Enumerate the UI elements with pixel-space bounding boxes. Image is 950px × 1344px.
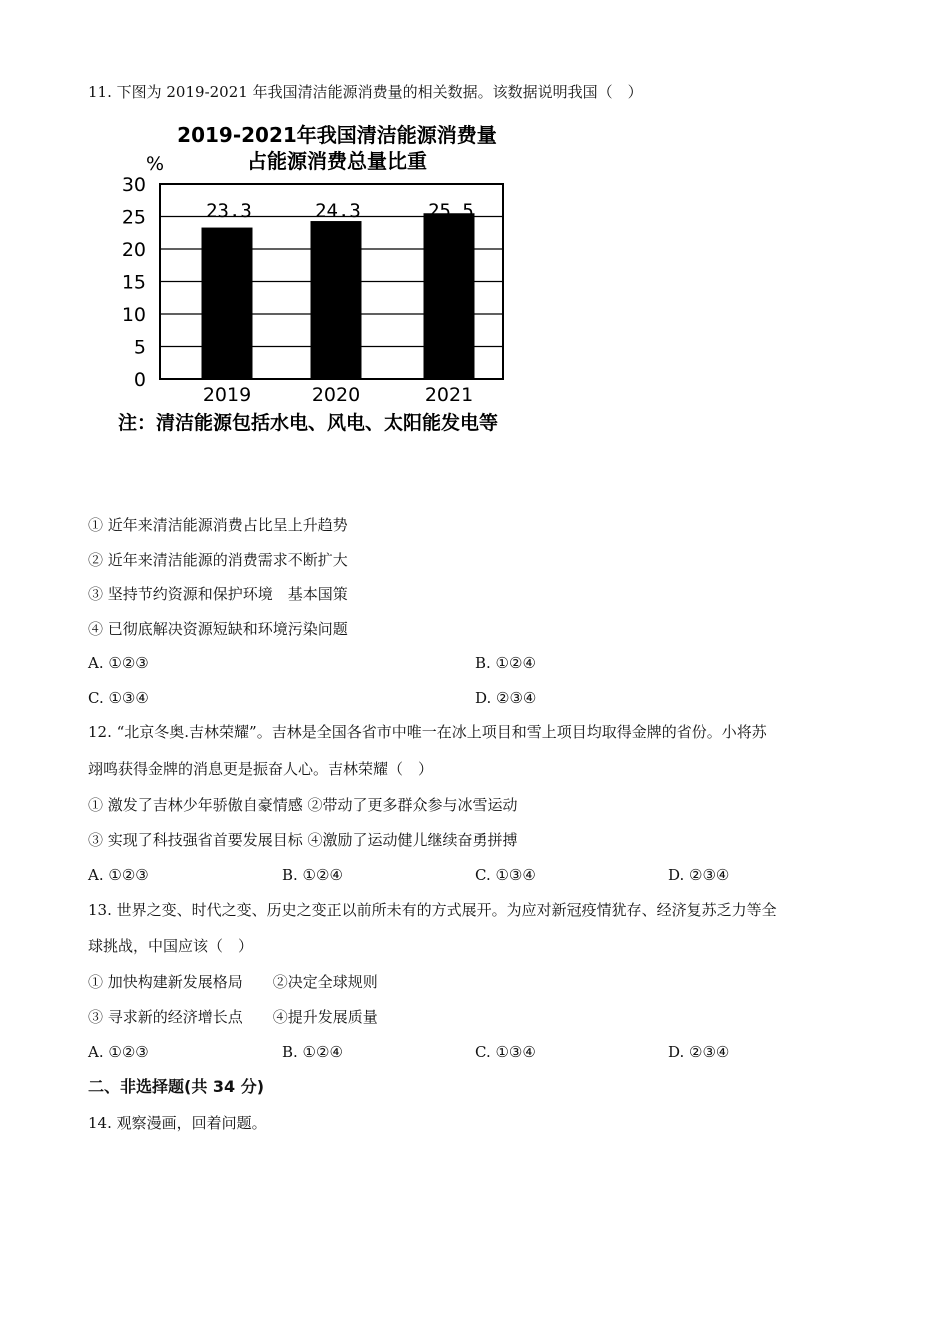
chart-note: 注：清洁能源包括水电、风电、太阳能发电等 [118,412,499,434]
chart-x-tick-label: 2021 [424,384,474,406]
chart-y-tick-label: 30 [121,174,146,196]
q11-stem: 11. 下图为 2019-2021 年我国清洁能源消费量的相关数据。该数据说明我国（ ） [88,83,643,101]
chart-x-tick-label: 2020 [311,384,361,406]
q13-items-line2: ③ 寻求新的经济增长点 ④提升发展质量 [88,1008,378,1026]
q14-stem: 14. 观察漫画，回着问题。 [88,1114,267,1132]
chart-y-tick-label: 20 [121,239,146,261]
chart-value-label: 24.3 [315,200,361,222]
chart-value-label: 25.5 [428,200,474,222]
chart-y-tick-label: 5 [133,336,146,359]
q13-option-b[interactable]: B. ①②④ [282,1043,343,1061]
chart-title-line2: 占能源消费总量比重 [247,149,427,173]
section-heading: 二、非选择题(共 34 分) [88,1077,265,1096]
q11-option-b[interactable]: B. ①②④ [475,654,536,672]
chart-y-tick-label: 25 [121,206,146,229]
q11-option-d[interactable]: D. ②③④ [475,689,537,707]
chart-y-unit: % [146,153,165,175]
q11-item-3: ③ 坚持节约资源和保护环境 基本国策 [88,585,348,603]
q12-option-b[interactable]: B. ①②④ [282,866,343,884]
q12-stem-line2: 翊鸣获得金牌的消息更是振奋人心。吉林荣耀（ ） [88,760,434,778]
q13-option-a[interactable]: A. ①②③ [88,1043,149,1061]
clean-energy-bar-chart [110,118,570,440]
q11-item-1: ① 近年来清洁能源消费占比呈上升趋势 [88,516,348,534]
q12-option-a[interactable]: A. ①②③ [88,866,149,884]
q13-stem-line2: 球挑战，中国应该（ ） [88,937,254,955]
chart-y-tick-label: 10 [121,304,146,326]
q11-option-c[interactable]: C. ①③④ [88,689,149,707]
q12-items-line1: ① 激发了吉林少年骄傲自豪情感 ②带动了更多群众参与冰雪运动 [88,796,518,814]
chart-title-line1: 2019-2021年我国清洁能源消费量 [177,123,497,147]
q12-option-d[interactable]: D. ②③④ [668,866,730,884]
q12-items-line2: ③ 实现了科技强省首要发展目标 ④激励了运动健儿继续奋勇拼搏 [88,831,518,849]
q13-option-d[interactable]: D. ②③④ [668,1043,730,1061]
chart-value-label: 23.3 [206,200,252,222]
q11-option-a[interactable]: A. ①②③ [88,654,149,672]
q12-stem-line1: 12. “北京冬奥.吉林荣耀”。吉林是全国各省市中唯一在冰上项目和雪上项目均取得金牌的省份。小将苏 [88,723,767,741]
chart-y-tick-label: 15 [121,271,146,294]
q13-option-c[interactable]: C. ①③④ [475,1043,536,1061]
chart-bar [311,221,362,379]
q13-stem-line1: 13. 世界之变、时代之变、历史之变正以前所未有的方式展开。为应对新冠疫情犹存、经济复苏乏力等全 [88,901,777,919]
chart-x-tick-label: 2019 [202,384,252,406]
chart-bar [202,228,253,379]
chart-bar [424,213,475,379]
q12-option-c[interactable]: C. ①③④ [475,866,536,884]
chart-y-tick-label: 0 [133,369,146,391]
q13-items-line1: ① 加快构建新发展格局 ②决定全球规则 [88,973,378,991]
q11-item-2: ② 近年来清洁能源的消费需求不断扩大 [88,551,348,569]
q11-item-4: ④ 已彻底解决资源短缺和环境污染问题 [88,620,348,638]
